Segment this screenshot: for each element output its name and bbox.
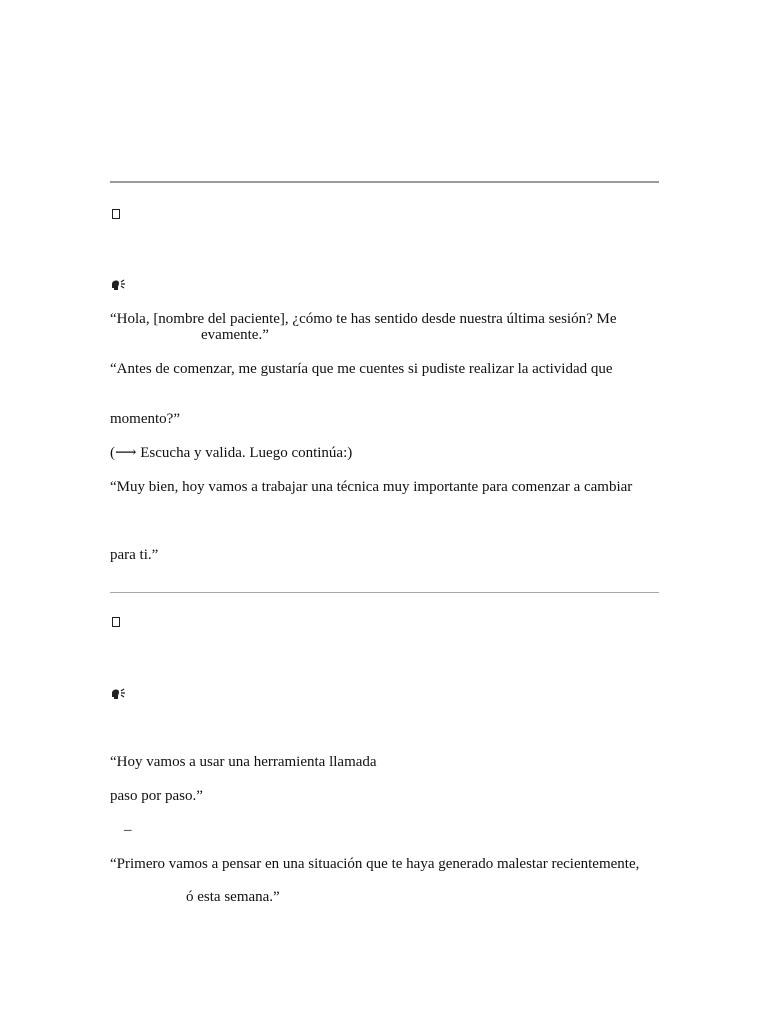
text-line: “Hola, [nombre del paciente], ¿cómo te has sentido desde nuestra última sesión? Me [110,311,617,327]
checkbox-icon [112,209,120,219]
section-divider [110,592,659,593]
text-line: momento?” [110,411,180,427]
text-line: “Primero vamos a pensar en una situación que te haya generado malestar recientemente, [110,856,640,872]
checkbox-icon [112,617,120,627]
text-line: “Antes de comenzar, me gustaría que me cuentes si pudiste realizar la actividad que [110,361,613,377]
text-line: “Hoy vamos a usar una herramienta llamada [110,754,377,770]
text-line: (⟶ Escucha y valida. Luego continúa:) [110,445,353,461]
text-line: – [124,822,132,838]
speaking-head-icon [110,687,126,701]
section-divider [110,181,659,183]
speaking-head-icon [110,278,126,292]
text-line: ó esta semana.” [186,889,280,905]
text-line: paso por paso.” [110,788,203,804]
text-line: evamente.” [201,327,269,343]
text-line: para ti.” [110,547,159,563]
text-line: “Muy bien, hoy vamos a trabajar una técnica muy importante para comenzar a cambiar [110,479,633,495]
